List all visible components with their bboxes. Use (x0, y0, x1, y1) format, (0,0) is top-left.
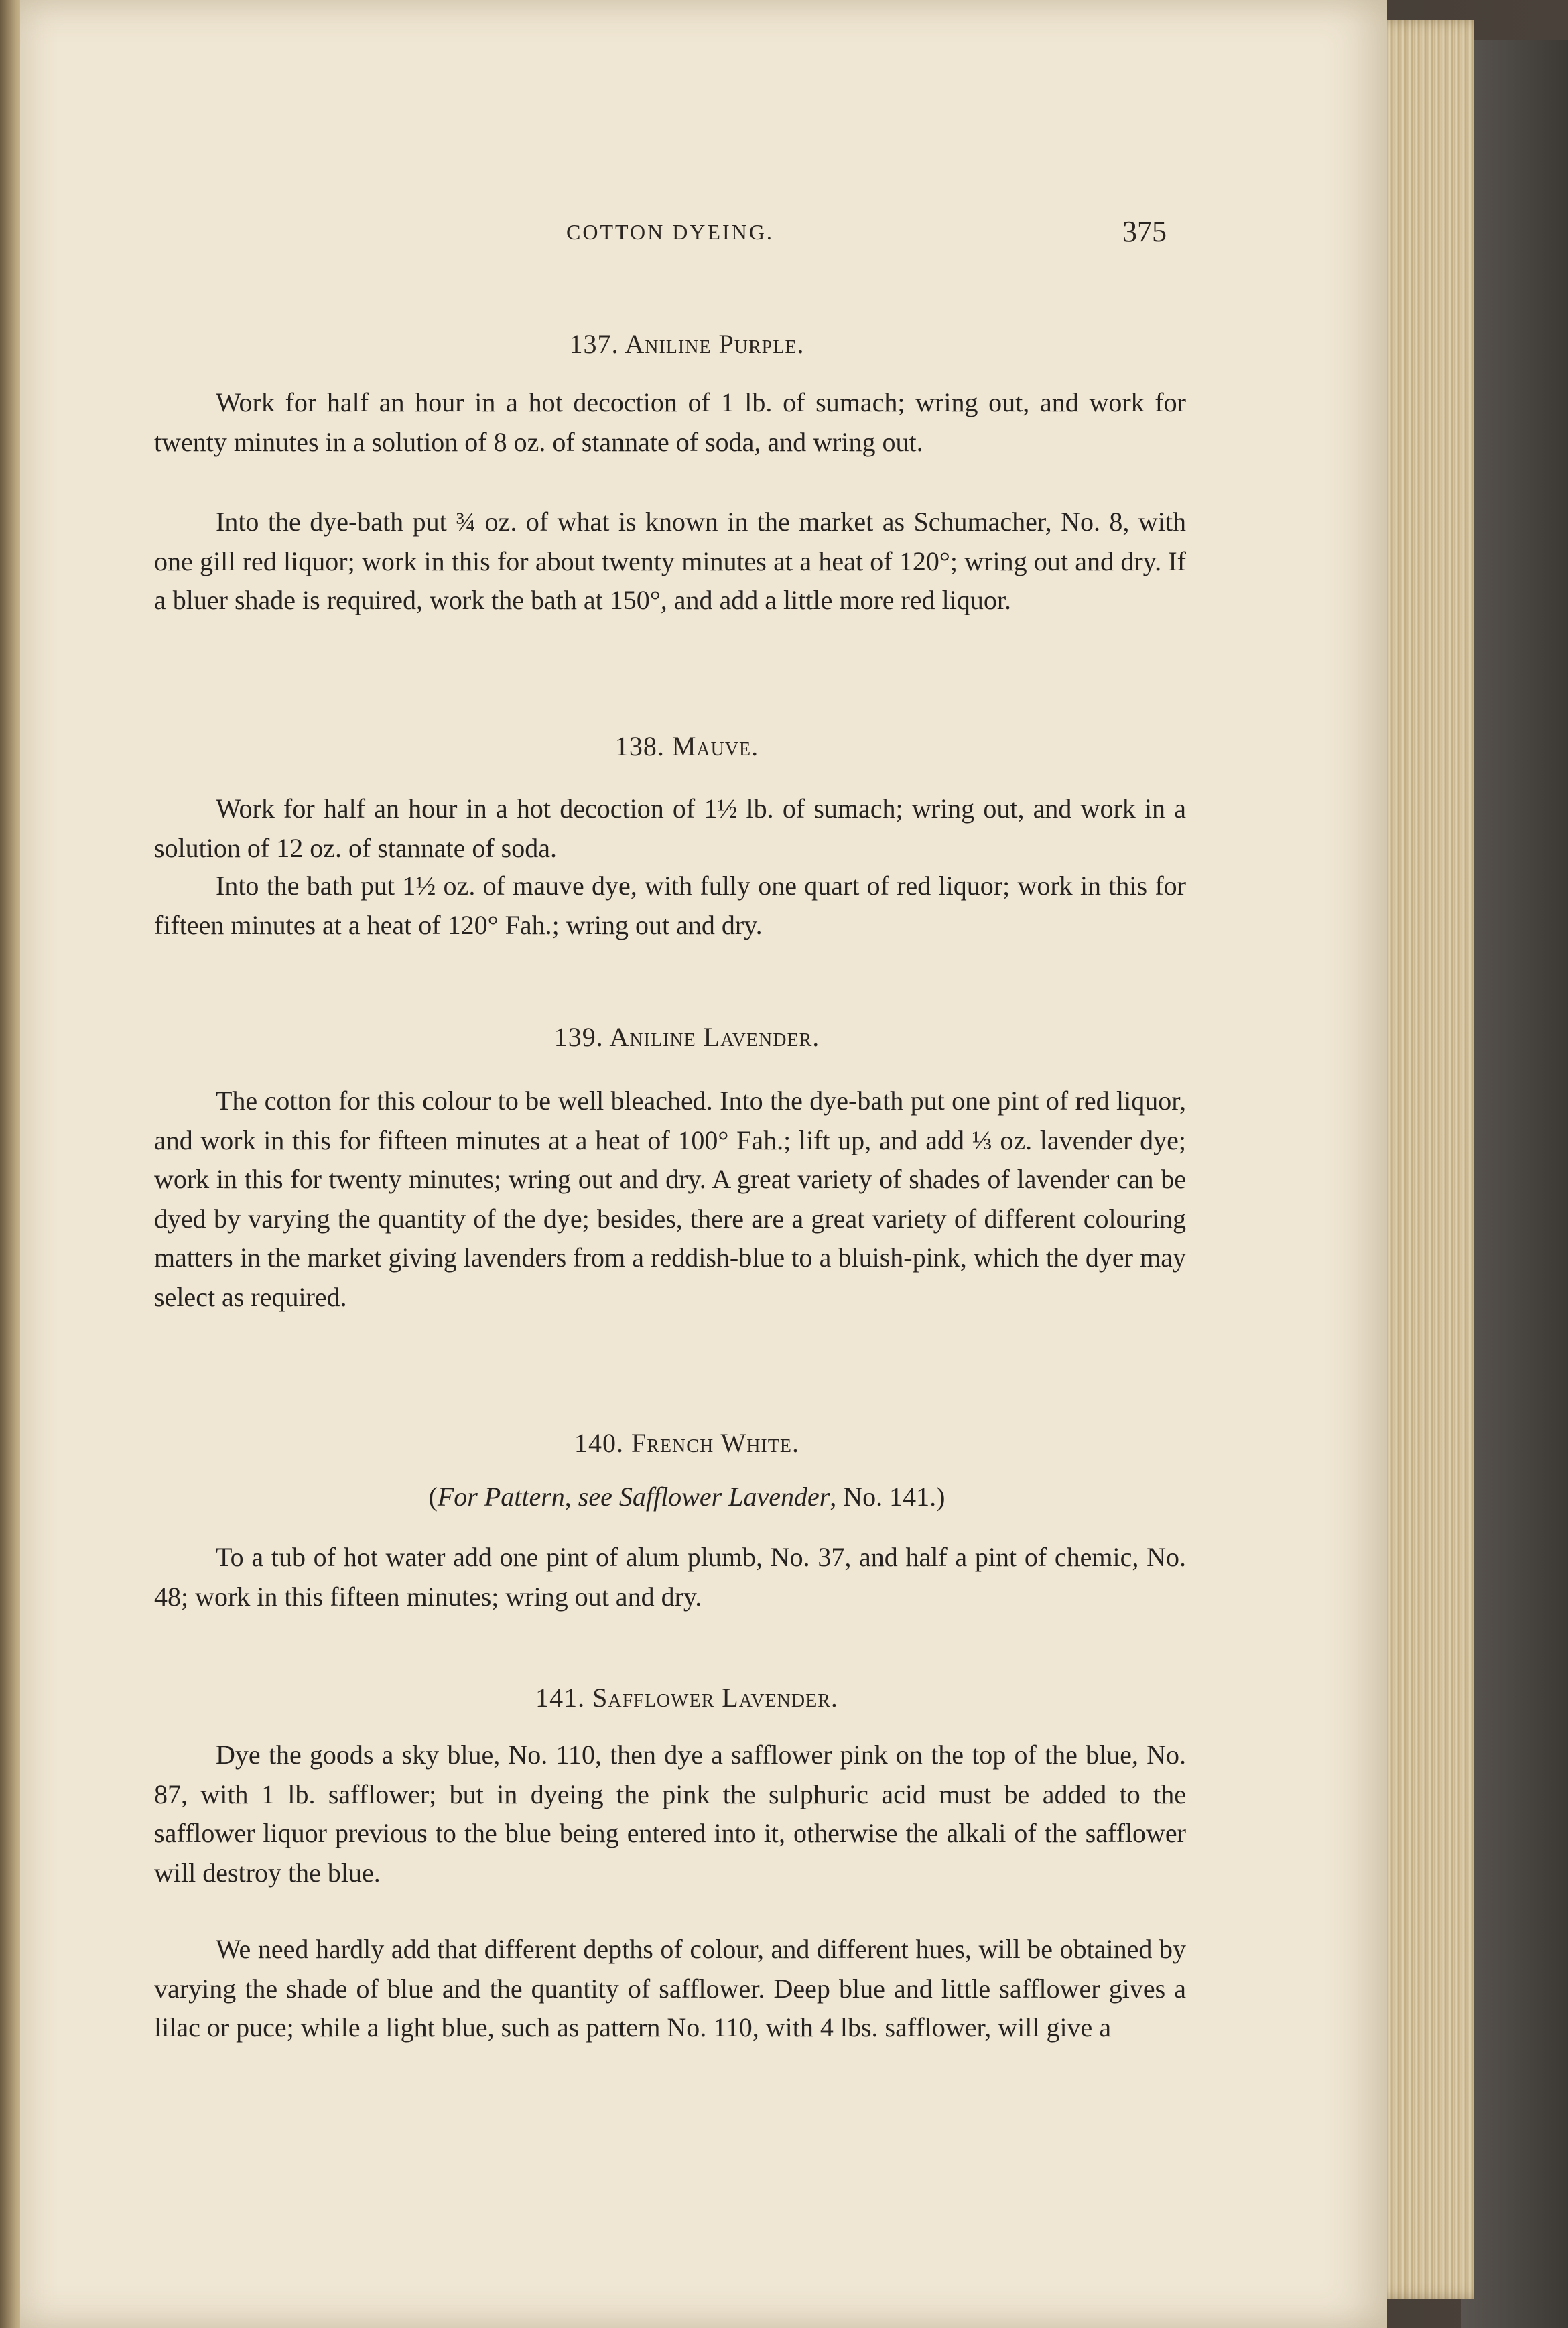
paragraph-138-2: Into the bath put 1½ oz. of mauve dye, with fully one quart of red liquor; work in this for fifteen minutes at a heat of 120° Fah.; wring out and dry. (154, 870, 1186, 940)
note-rest: , No. 141.) (830, 1482, 945, 1512)
running-head: COTTON DYEING. (566, 220, 774, 244)
note-open: ( (428, 1482, 438, 1512)
paragraph-141-1: Dye the goods a sky blue, No. 110, then dye a safflower pink on the top of the blue, No. 87, with 1 lb. safflower; but in dyeing the pink the sulphuric acid must be added to the safflower liquor previous to the blue being entered into it, otherwise the alkali of the safflower will destroy the blue. (154, 1740, 1186, 1888)
pattern-note (20, 1481, 1387, 1512)
paragraph-141-2: We need hardly add that different depths of colour, and different hues, will be obtained by varying the shade of blue and the quantity of safflower. Deep blue and little safflower gives a lilac or puce; while a light blue, such as pattern No. 110, with 4 lbs. safflower, will give a (154, 1934, 1186, 2043)
section-heading-139: 139. Aniline Lavender. (553, 1022, 820, 1052)
page-number: 375 (1122, 215, 1167, 248)
paragraph-139-1: The cotton for this colour to be well bleached. Into the dye-bath put one pint of red liquor, and work in this for fifteen minutes at a heat of 100° Fah.; lift up, and add ⅓ oz. lavender dye; work in this for twenty minutes; wring out and dry. A great variety of shades of lavender can be dyed by varying the quantity of the dye; besides, there are a great variety of different colouring matters in the market giving lavenders from a reddish-blue to a bluish-pink, which the dyer may select as required. (154, 1086, 1186, 1312)
note-comma: , (564, 1482, 578, 1512)
section-heading-138: 138. Mauve. (614, 731, 759, 761)
paragraph-140-1: To a tub of hot water add one pint of alum plumb, No. 37, and half a pint of chemic, No. 48; work in this fifteen minutes; wring out and dry. (154, 1542, 1186, 1612)
section-heading-137: 137. Aniline Purple. (569, 329, 805, 359)
section-heading-140: 140. French White. (574, 1428, 799, 1458)
book-cover-edge (1461, 40, 1568, 2328)
section-heading-141: 141. Safflower Lavender. (535, 1683, 838, 1713)
note-for-pattern: For Pattern (437, 1482, 565, 1512)
note-see: see Safflower Lavender (578, 1482, 830, 1512)
paragraph-138-1: Work for half an hour in a hot decoction of 1½ lb. of sumach; wring out, and work in a solution of 12 oz. of stannate of soda. (154, 793, 1186, 863)
book-page (20, 0, 1387, 2328)
paragraph-137-2: Into the dye-bath put ¾ oz. of what is known in the market as Schumacher, No. 8, with one gill red liquor; work in this for about twenty minutes at a heat of 120°; wring out and dry. If a bluer shade is required, work the bath at 150°, and add a little more red liquor. (154, 507, 1186, 615)
paragraph-137-1: Work for half an hour in a hot decoction of 1 lb. of sumach; wring out, and work for twenty minutes in a solution of 8 oz. of stannate of soda, and wring out. (154, 387, 1186, 457)
